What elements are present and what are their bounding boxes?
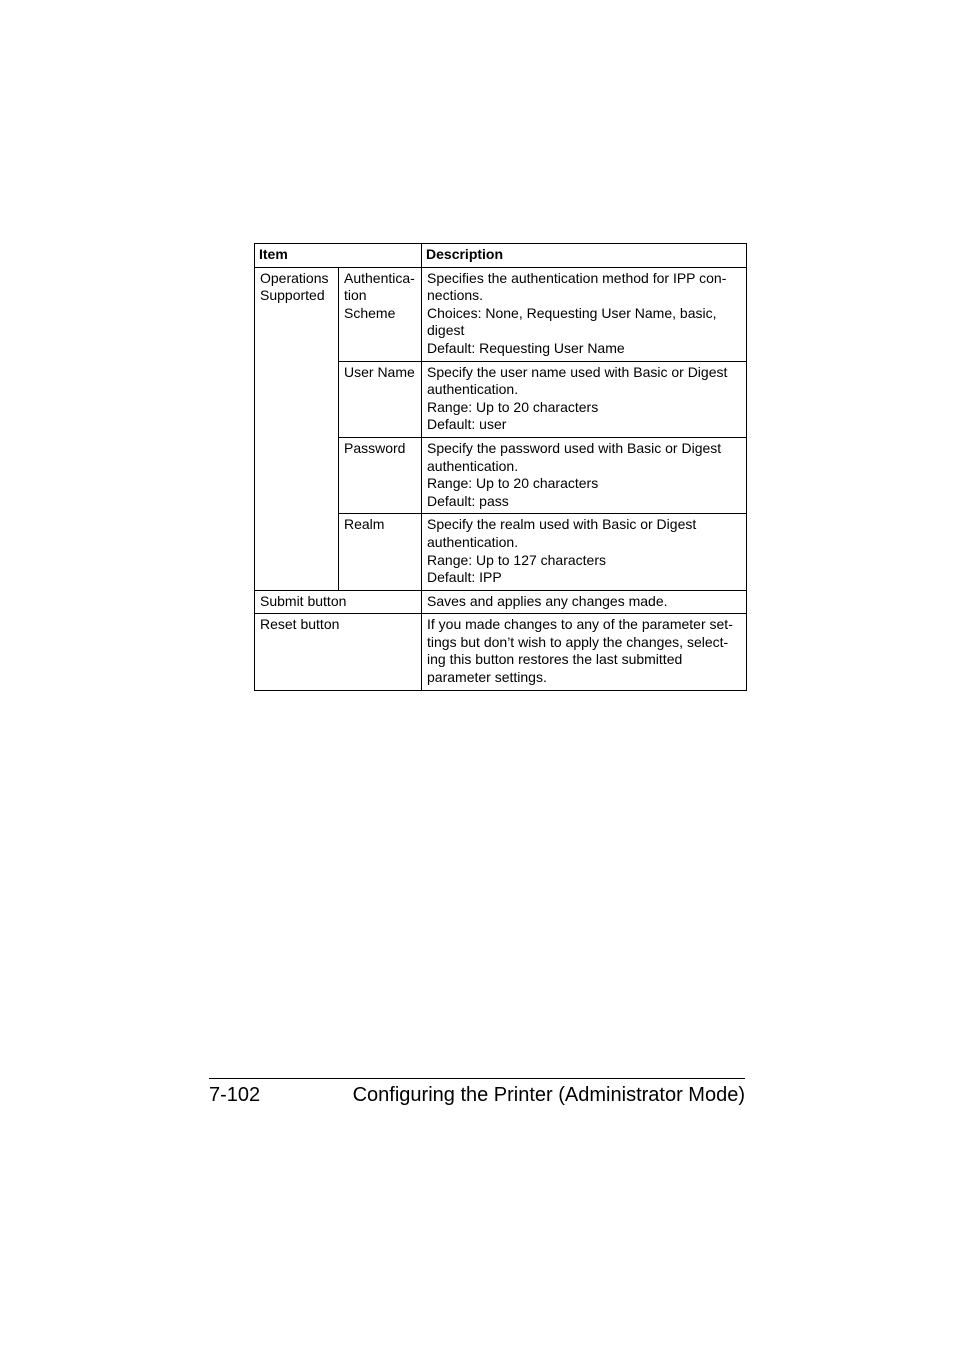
- sub-item-line: User Name: [344, 363, 415, 380]
- description-line: digest: [427, 322, 465, 339]
- group-label-line: Supported: [260, 287, 325, 304]
- header-description: Description: [422, 244, 747, 268]
- description-line: Default: user: [427, 416, 507, 433]
- description-line: Default: pass: [427, 492, 509, 509]
- description-line: Choices: None, Requesting User Name, basic,: [427, 304, 717, 321]
- description-line: If you made changes to any of the parameter set-: [427, 616, 733, 633]
- description-line: Specify the user name used with Basic or Digest: [427, 363, 728, 380]
- sub-item-line: Authentica-: [344, 269, 415, 286]
- description-line: Default: IPP: [427, 569, 502, 586]
- description-line: Saves and applies any changes made.: [427, 592, 668, 609]
- description-line: authentication.: [427, 381, 519, 398]
- sub-item-user-name: [339, 361, 422, 437]
- description-line: Range: Up to 20 characters: [427, 475, 599, 492]
- description-line: Range: Up to 20 characters: [427, 398, 599, 415]
- description-line: authentication.: [427, 457, 519, 474]
- description-line: Specifies the authentication method for IPP con-: [427, 269, 727, 286]
- description-submit-button: [422, 590, 747, 614]
- sub-item-line: Scheme: [344, 304, 396, 321]
- description-realm: [422, 514, 747, 590]
- group-label-operations-supported: [255, 267, 339, 590]
- group-label-line: Operations: [260, 269, 329, 286]
- description-user-name: [422, 361, 747, 437]
- description-line: authentication.: [427, 533, 519, 550]
- description-line: Range: Up to 127 characters: [427, 551, 607, 568]
- table-row: [255, 590, 747, 614]
- page-number: 7-102: [209, 1084, 261, 1106]
- description-password: [422, 437, 747, 513]
- item-submit-button: Submit button: [255, 590, 422, 614]
- table-header-row: [255, 244, 747, 268]
- chapter-title: Configuring the Printer (Administrator Mode): [352, 1084, 745, 1106]
- sub-item-line: Realm: [344, 516, 385, 533]
- item-reset-button: Reset button: [255, 614, 422, 690]
- description-line: tings but don’t wish to apply the changes, select-: [427, 633, 729, 650]
- sub-item-line: Password: [344, 439, 406, 456]
- description-reset-button: [422, 614, 747, 690]
- description-line: ing this button restores the last submitted: [427, 651, 683, 668]
- description-authentication-scheme: [422, 267, 747, 361]
- table-row: [255, 614, 747, 690]
- description-line: Specify the realm used with Basic or Digest: [427, 516, 697, 533]
- sub-item-password: [339, 437, 422, 513]
- settings-table: [254, 243, 747, 691]
- header-item: Item: [255, 244, 422, 268]
- sub-item-realm: [339, 514, 422, 590]
- description-line: Specify the password used with Basic or Digest: [427, 439, 722, 456]
- description-line: parameter settings.: [427, 669, 547, 686]
- sub-item-line: tion: [344, 287, 367, 304]
- description-line: nections.: [427, 287, 484, 304]
- table-row: [255, 267, 747, 361]
- sub-item-authentication-scheme: [339, 267, 422, 361]
- description-line: Default: Requesting User Name: [427, 339, 625, 356]
- footer-divider: [209, 1078, 745, 1079]
